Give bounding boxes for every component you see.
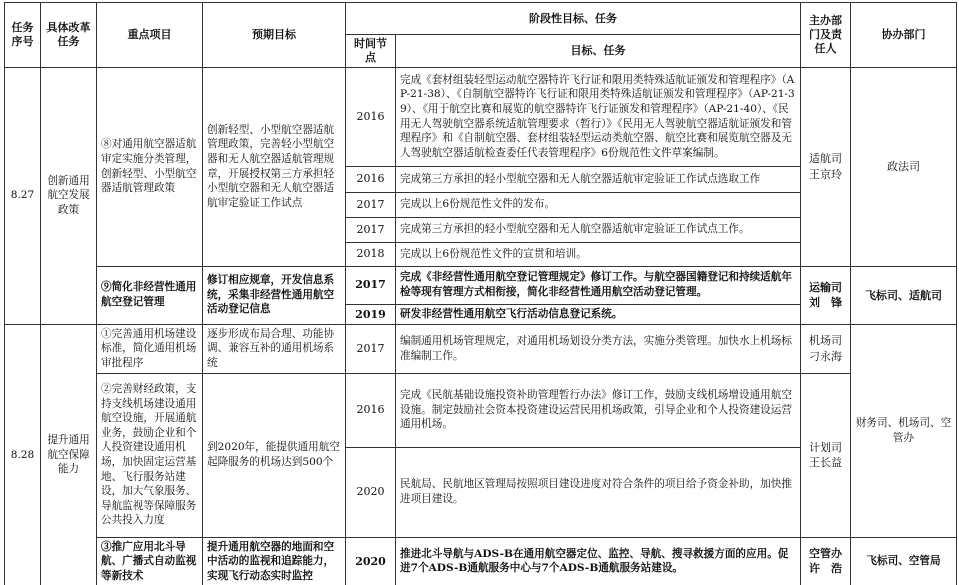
time-node: 2017 <box>346 217 396 242</box>
goal-task: 民航局、民航地区管理局按照项目建设进度对符合条件的项目给予资金补助，加快推进项目建设。 <box>396 447 801 537</box>
time-node: 2016 <box>346 67 396 166</box>
time-node: 2020 <box>346 447 396 537</box>
time-node: 2017 <box>346 192 396 217</box>
header-row-1 <box>5 3 957 35</box>
key-project: ③推广应用北斗导航、广播式自动监视等新技术 <box>97 537 203 585</box>
goal-task: 完成《套材组装轻型运动航空器特许飞行证和限用类特殊适航证颁发和管理程序》（AP-21-38）、《自制航空器特许飞行证和限用类特殊适航证颁发和管理程序》（AP-21-39）、《用于航空比赛和展览的航空器特许飞行证颁发和管理程序》（AP-21-40）、《民用无人驾驶航空器系统适航管理要求（暂行）》《民用无人驾驶航空器适航证颁发和管理程序》和《自制航空器、套材组装轻型运动类航空器、航空比赛和展览航空器及无人驾驶航空器适航检查委任代表管理程序》6份规范性文件草案编制。 <box>396 67 801 166</box>
goal-task: 完成《民航基础设施投资补助管理暂行办法》修订工作，鼓励支线机场增设通用航空设施。制定鼓励社会资本投资建设运营民用机场政策，引导企业和个人投资建设运营通用机场。 <box>396 373 801 447</box>
expected-goal: 提升通用航空器的地面和空中活动的监视和追踪能力，实现飞行动态实时监控 <box>203 537 346 585</box>
task-number: 8.28 <box>5 324 41 585</box>
header-coop-dept: 协办部门 <box>851 3 957 68</box>
key-project: ⑧对通用航空器适航审定实施分类管理，创新轻型、小型航空器适航管理政策 <box>97 67 203 266</box>
expected-goal: 创新轻型、小型航空器适航管理政策，完善轻小型航空器和无人航空器适航管理规章，开展授权第三方承担轻小型航空器和无人航空器适航审定验证工作试点 <box>203 67 346 266</box>
lead-dept: 空管办 许 浩 <box>801 537 851 585</box>
lead-dept: 机场司 刁永海 <box>801 324 851 373</box>
coop-dept: 财务司、机场司、空管办 <box>851 324 957 537</box>
header-reform-task: 具体改革任务 <box>41 3 97 68</box>
key-project: ⑨简化非经营性通用航空登记管理 <box>97 266 203 324</box>
goal-task: 完成以上6份规范性文件的发布。 <box>396 192 801 217</box>
table-row <box>5 537 957 585</box>
header-time-node: 时间节点 <box>346 35 396 68</box>
time-node: 2018 <box>346 242 396 266</box>
time-node: 2016 <box>346 166 396 192</box>
time-node: 2017 <box>346 266 396 304</box>
lead-dept: 运输司 刘 锋 <box>801 266 851 324</box>
header-key-project: 重点项目 <box>97 3 203 68</box>
table-row <box>5 373 957 447</box>
goal-task: 完成以上6份规范性文件的宣贯和培训。 <box>396 242 801 266</box>
reform-task-table <box>4 2 957 585</box>
reform-task-name: 提升通用航空保障能力 <box>41 324 97 585</box>
time-node: 2017 <box>346 324 396 373</box>
task-number: 8.27 <box>5 67 41 324</box>
header-stage-goals: 阶段性目标、任务 <box>346 3 801 35</box>
table-row <box>5 266 957 304</box>
header-expected-goal: 预期目标 <box>203 3 346 68</box>
key-project: ①完善通用机场建设标准，简化通用机场审批程序 <box>97 324 203 373</box>
expected-goal: 到2020年，能提供通用航空起降服务的机场达到500个 <box>203 373 346 537</box>
header-task-no: 任务序号 <box>5 3 41 68</box>
time-node: 2020 <box>346 537 396 585</box>
goal-task: 完成第三方承担的轻小型航空器和无人航空器适航审定验证工作试点工作。 <box>396 217 801 242</box>
reform-task-name: 创新通用航空发展政策 <box>41 67 97 324</box>
goal-task: 研发非经营性通用航空飞行活动信息登记系统。 <box>396 304 801 324</box>
table-row <box>5 324 957 373</box>
coop-dept: 飞标司、空管局 <box>851 537 957 585</box>
expected-goal: 修订相应规章，开发信息系统，采集非经营性通用航空活动登记信息 <box>203 266 346 324</box>
time-node: 2016 <box>346 373 396 447</box>
key-project: ②完善财经政策，支持支线机场建设通用航空设施，开展通航业务，鼓励企业和个人投资建设通用机场，加快固定运营基地、飞行服务站建设，加大气象服务、导航监视等保障服务公共投入力度 <box>97 373 203 537</box>
header-goal-task: 目标、任务 <box>396 35 801 68</box>
goal-task: 编制通用机场管理规定，对通用机场划设分类方法，实施分类管理。加快水上机场标准编制工作。 <box>396 324 801 373</box>
goal-task: 完成《非经营性通用航空登记管理规定》修订工作。与航空器国籍登记和持续适航年检等现有管理方式相衔接，简化非经营性通用航空活动登记管理。 <box>396 266 801 304</box>
header-lead-dept: 主办部门及责任人 <box>801 3 851 68</box>
lead-dept: 计划司 王长益 <box>801 373 851 537</box>
time-node: 2019 <box>346 304 396 324</box>
goal-task: 完成第三方承担的轻小型航空器和无人航空器适航审定验证工作试点选取工作 <box>396 166 801 192</box>
table-row <box>5 67 957 166</box>
coop-dept: 飞标司、适航司 <box>851 266 957 324</box>
expected-goal: 逐步形成布局合理、功能协调、兼容互补的通用机场系统 <box>203 324 346 373</box>
coop-dept: 政法司 <box>851 67 957 266</box>
lead-dept: 适航司 王京玲 <box>801 67 851 266</box>
goal-task: 推进北斗导航与ADS-B在通用航空器定位、监控、导航、搜寻救援方面的应用。促进7个ADS-B通航服务中心与7个ADS-B通航服务站建设。 <box>396 537 801 585</box>
